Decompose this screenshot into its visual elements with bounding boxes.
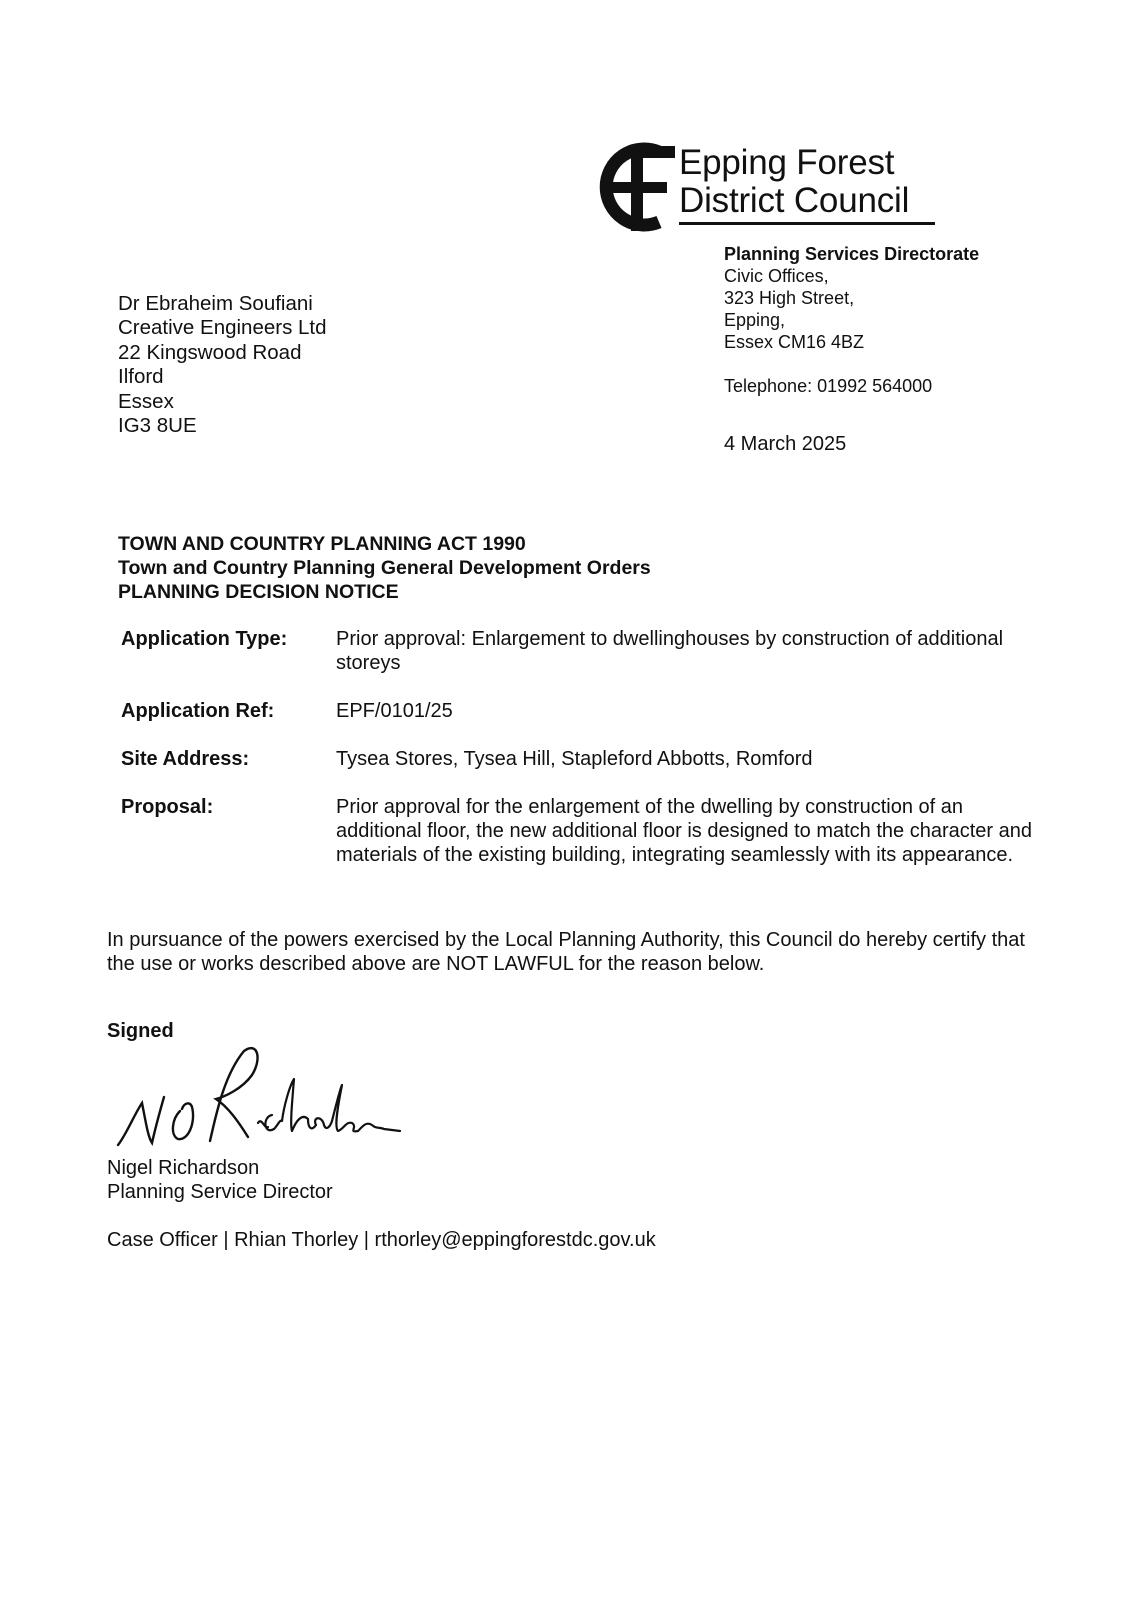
detail-label: Site Address:: [121, 748, 250, 770]
recipient-line: Essex: [118, 389, 174, 413]
recipient-line: Dr Ebraheim Soufiani: [118, 292, 313, 315]
detail-label: Application Type:: [121, 628, 288, 650]
signer-block: [107, 1156, 333, 1204]
logo-underline: [679, 222, 935, 225]
orders-title: Town and Country Planning General Development Orders: [118, 557, 651, 579]
detail-row-proposal: [121, 795, 1041, 867]
detail-row-application-ref: [121, 699, 1041, 723]
council-name: [679, 144, 909, 220]
detail-value: Prior approval for the enlargement of the dwelling by construction of an additional floor, the new additional floor is designed to match the character and materials of the existing building, integrating seamlessly with its appearance.: [336, 796, 1032, 866]
recipient-line: IG3 8UE: [118, 414, 197, 438]
efdc-logo-icon: [597, 140, 677, 235]
sender-address-line: Essex CM16 4BZ: [724, 332, 865, 352]
detail-row-application-type: [121, 627, 1041, 675]
recipient-line: 22 Kingswood Road: [118, 340, 302, 364]
detail-value: EPF/0101/25: [336, 700, 453, 722]
telephone: Telephone: 01992 564000: [724, 376, 933, 396]
application-details: [121, 627, 1041, 891]
directorate-name: Planning Services Directorate: [724, 244, 980, 264]
recipient-line: Ilford: [118, 365, 164, 389]
recipient-address-block: [118, 292, 327, 438]
sender-address-line: 323 High Street,: [724, 288, 855, 308]
handwritten-signature-icon: [112, 1045, 402, 1160]
detail-label: Proposal:: [121, 796, 214, 818]
recipient-line: Creative Engineers Ltd: [118, 316, 327, 340]
notice-title: PLANNING DECISION NOTICE: [118, 581, 399, 603]
act-title: TOWN AND COUNTRY PLANNING ACT 1990: [118, 533, 526, 555]
pursuance-statement: In pursuance of the powers exercised by the Local Planning Authority, this Council do hereby certify that the use or works described above are NOT LAWFUL for the reason below.: [107, 929, 1025, 975]
council-name-line1: Epping Forest: [679, 143, 895, 182]
signer-title: Planning Service Director: [107, 1181, 333, 1203]
detail-value: Tysea Stores, Tysea Hill, Stapleford Abbotts, Romford: [336, 748, 813, 770]
signer-name: Nigel Richardson: [107, 1157, 260, 1179]
detail-value: Prior approval: Enlargement to dwellinghouses by construction of additional storeys: [336, 628, 1004, 674]
detail-label: Application Ref:: [121, 700, 275, 722]
sender-address-line: Epping,: [724, 310, 786, 330]
council-name-line2: District Council: [679, 181, 910, 220]
council-logo: [597, 140, 947, 235]
detail-row-site-address: [121, 747, 1041, 771]
case-officer: Case Officer | Rhian Thorley | rthorley@eppingforestdc.gov.uk: [107, 1229, 656, 1251]
sender-address-block: [724, 243, 979, 455]
signed-label: Signed: [107, 1020, 174, 1042]
letter-date: 4 March 2025: [724, 433, 847, 455]
notice-heading: [118, 532, 651, 604]
sender-address-line: Civic Offices,: [724, 266, 829, 286]
